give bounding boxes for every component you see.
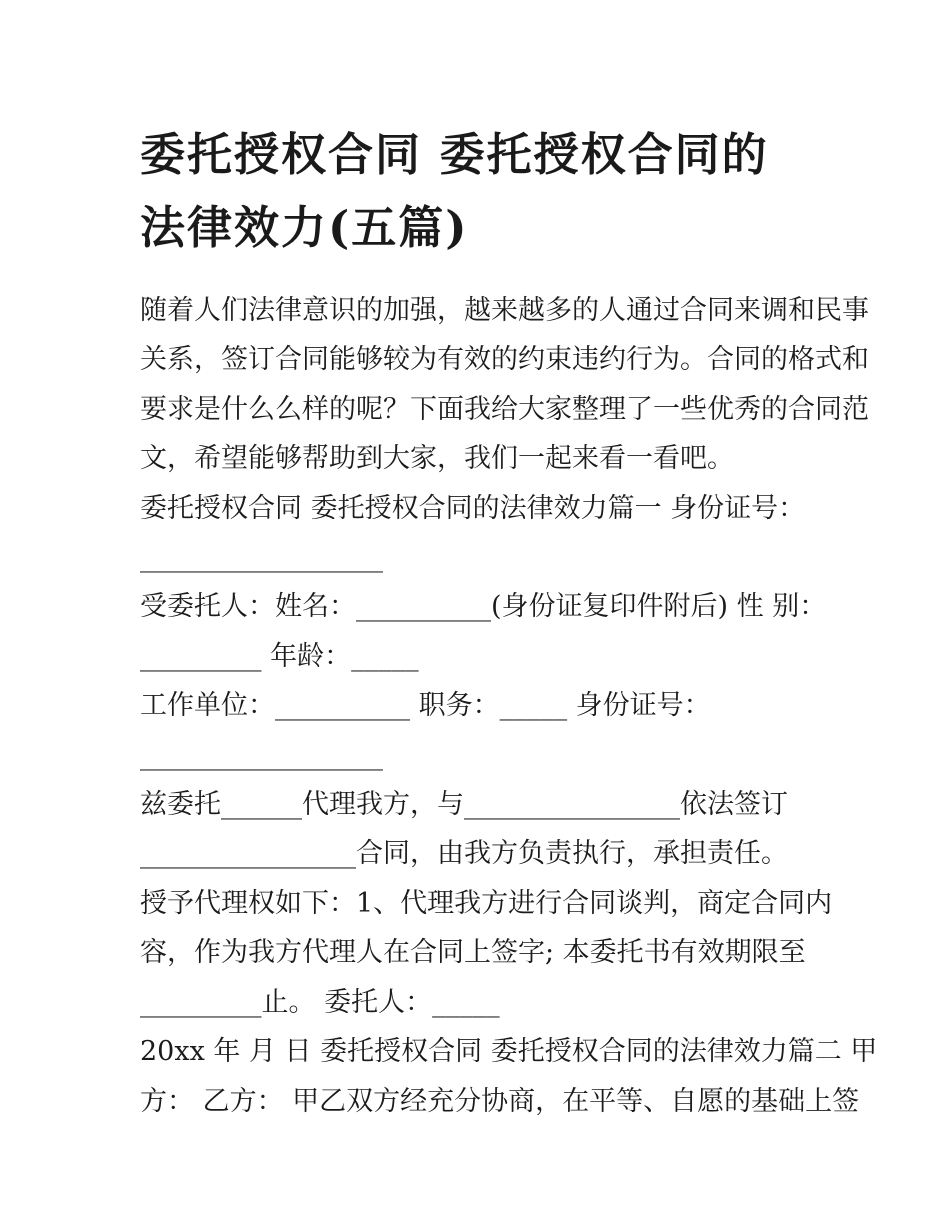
document-body [140,286,878,1126]
body-line: 委托授权合同 委托授权合同的法律效力篇一 身份证号： [140,492,806,524]
body-line: 兹委托______代理我方，与________________依法签订 [140,789,788,821]
title-line: 委托授权合同 委托授权合同的 [140,128,769,181]
body-line: 随着人们法律意识的加强，越来越多的人通过合同来调和民事 [140,295,869,326]
body-line: 受委托人：姓名：__________(身份证复印件附后) 性 别： [140,591,827,623]
body-line: ________________合同，由我方负责执行，承担责任。 [140,838,788,870]
body-line: __________________ [140,542,383,574]
body-line: __________________ [140,739,383,771]
body-line: _________ 年龄：_____ [140,640,419,672]
body-line: _________止。 委托人：_____ [140,986,500,1018]
body-line: 要求是什么么样的呢？下面我给大家整理了一些优秀的合同范 [140,393,869,425]
body-line: 授予代理权如下：1、代理我方进行合同谈判，商定合同内 [140,887,833,919]
title-line: 法律效力(五篇) [140,201,469,254]
body-line: 文，希望能够帮助到大家，我们一起来看一看吧。 [140,443,734,475]
body-line: 容，作为我方代理人在合同上签字; 本委托书有效期限至 [140,937,806,969]
body-line: 20xx 年 月 日 委托授权合同 委托授权合同的法律效力篇二 甲 [140,1036,878,1068]
body-line: 方： 乙方： 甲乙双方经充分协商，在平等、自愿的基础上签 [140,1085,860,1117]
body-line: 工作单位：__________ 职务：_____ 身份证号： [140,690,711,722]
body-line: 关系，签订合同能够较为有效的约束违约行为。合同的格式和 [140,344,869,376]
document-title [140,118,838,264]
